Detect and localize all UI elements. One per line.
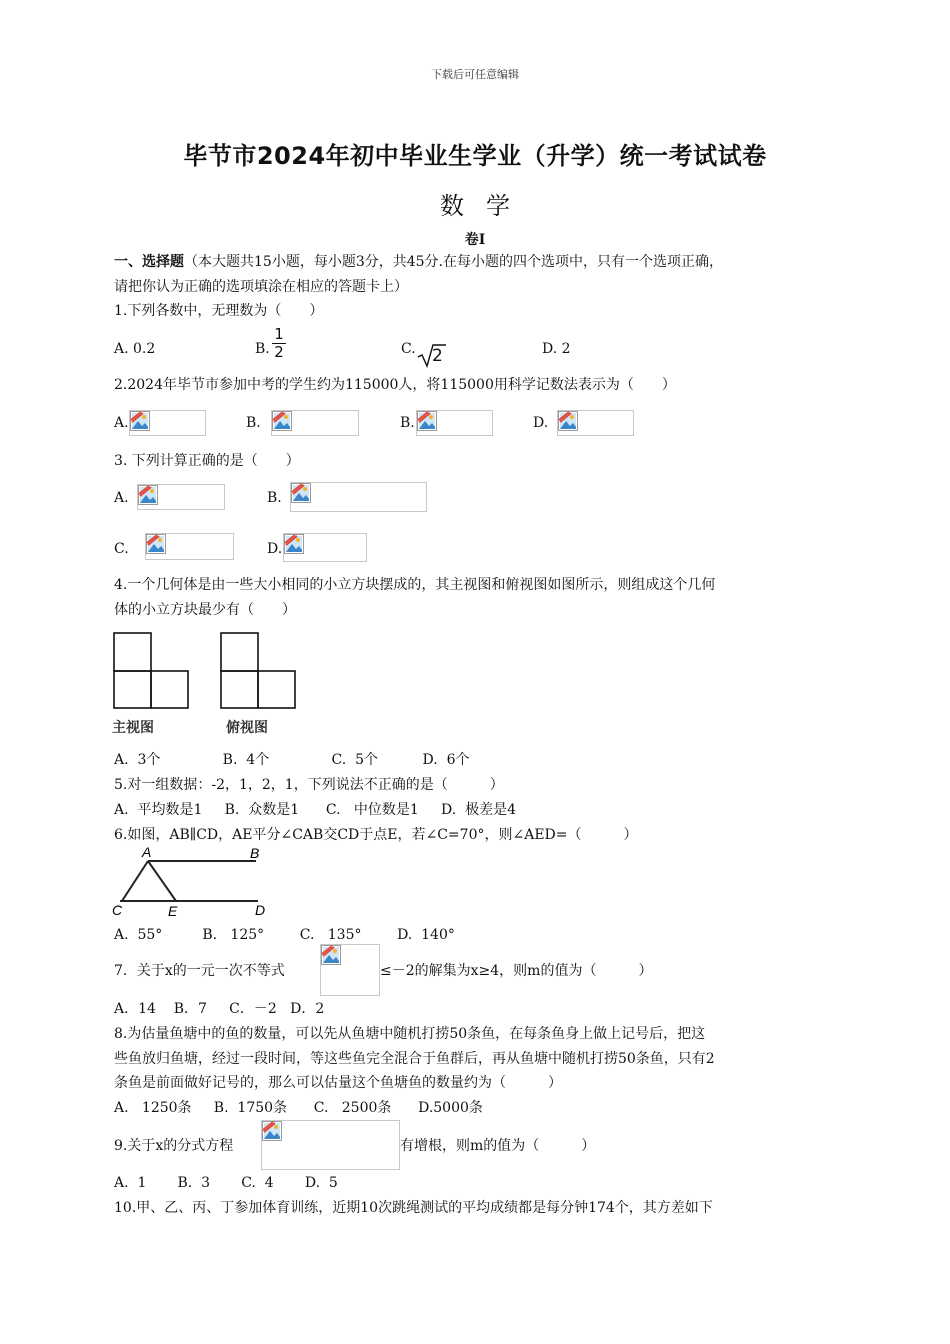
broken-image-icon — [558, 411, 578, 431]
section-heading: 一、选择题 — [114, 254, 184, 270]
q3-option-a: A. — [114, 490, 129, 506]
fraction-numerator: 1 — [274, 325, 284, 343]
question-4-stem-line1: 4.一个几何体是由一些大小相同的小立方块摆成的，其主视图和俯视图如图所示，则组成这个几何 — [114, 577, 716, 593]
q2-option-a-image — [129, 410, 206, 436]
question-9-stem-pre: 9.关于x的分式方程 — [114, 1138, 234, 1154]
section-intro — [114, 253, 723, 271]
broken-image-icon — [284, 534, 304, 554]
question-3-stem: 3. 下列计算正确的是（ ） — [114, 453, 300, 469]
top-view-label: 俯视图 — [226, 720, 268, 736]
question-4-stem-line2: 体的小立方块最少有（ ） — [114, 602, 296, 618]
question-9-stem-post: 有增根，则m的值为（ ） — [400, 1138, 596, 1154]
q4-options: A. 3个 B. 4个 C. 5个 D. 6个 — [114, 752, 470, 768]
q7-options: A．14 B．7 C．－2 D．2 — [114, 1001, 325, 1017]
volume-label: 卷Ⅰ — [464, 232, 486, 248]
page-title: 毕节市2024年初中毕业生学业（升学）统一考试试卷 — [183, 142, 767, 170]
q6-geometry-figure — [108, 843, 278, 923]
subject-heading: 数学 — [440, 192, 532, 220]
question-8-line3: 条鱼是前面做好记号的，那么可以估量这个鱼塘鱼的数量约为（ ） — [114, 1075, 562, 1091]
top-view-diagram — [221, 633, 295, 708]
parallel-lines-figure — [120, 861, 258, 901]
q3-option-d-image — [283, 533, 367, 562]
broken-image-icon — [291, 483, 311, 503]
front-view-diagram — [114, 633, 188, 708]
q2-option-b-image — [271, 410, 359, 436]
q8-options: A. 1250条 B. 1750条 C. 2500条 D.5000条 — [114, 1100, 483, 1116]
section-intro-line2: 请把你认为正确的选项填涂在相应的答题卡上） — [114, 279, 408, 295]
q2-option-c: B. — [400, 415, 415, 431]
q3-option-b: B. — [267, 490, 282, 506]
q1-radical — [417, 342, 447, 372]
question-2-stem: 2.2024年毕节市参加中考的学生约为115000人，将115000用科学记数法表示为（ ） — [114, 377, 676, 393]
question-8-line2: 些鱼放归鱼塘，经过一段时间，等这些鱼完全混合于鱼群后，再从鱼塘中随机打捞50条鱼，只有2 — [114, 1051, 715, 1067]
q1-option-d: D. 2 — [542, 341, 571, 357]
question-7-stem-post: ≤－2的解集为x≥4，则m的值为（ ） — [380, 963, 653, 979]
q9-options: A. 1 B. 3 C. 4 D. 5 — [114, 1175, 338, 1191]
q3-option-b-image — [290, 482, 427, 512]
q7-inequality-image — [320, 944, 380, 996]
q5-options: A. 平均数是1 B. 众数是1 C. 中位数是1 D. 极差是4 — [114, 802, 517, 818]
q2-option-d-image — [557, 410, 634, 436]
section-intro-line1: （本大题共15小题，每小题3分，共45分.在每小题的四个选项中，只有一个选项正确， — [184, 254, 723, 270]
broken-image-icon — [321, 945, 341, 965]
broken-image-icon — [130, 411, 150, 431]
broken-image-icon — [417, 411, 437, 431]
q3-option-c-image — [145, 533, 234, 560]
question-8-line1: 8.为估量鱼塘中的鱼的数量，可以先从鱼塘中随机打捞50条鱼，在每条鱼身上做上记号后，把这 — [114, 1026, 706, 1042]
point-b-label: B — [250, 845, 260, 861]
q9-equation-image — [261, 1120, 400, 1170]
q1-option-b: B. — [255, 341, 270, 357]
broken-image-icon — [272, 411, 292, 431]
header-note: 下载后可任意编辑 — [431, 68, 519, 81]
q2-option-a: A. — [114, 415, 129, 431]
point-d-label: D — [255, 902, 266, 918]
question-7-stem-pre: 7．关于x的一元一次不等式 — [114, 963, 285, 979]
question-6-stem: 6.如图，AB∥CD，AE平分∠CAB交CD于点E，若∠C=70°，则∠AED=（ ） — [114, 827, 638, 843]
point-a-label: A — [142, 844, 152, 860]
point-e-label: E — [168, 903, 178, 919]
q1-fraction — [272, 326, 286, 361]
q3-option-d: D. — [267, 541, 283, 557]
q3-option-c: C. — [114, 541, 129, 557]
broken-image-icon — [146, 534, 166, 554]
point-c-label: C — [112, 902, 123, 918]
q1-option-a: A. 0.2 — [114, 341, 156, 357]
q2-option-c-image — [416, 410, 493, 436]
q1-option-c: C. — [401, 341, 416, 357]
fraction-denominator: 2 — [272, 343, 286, 361]
broken-image-icon — [138, 485, 158, 505]
q6-options: A. 55° B. 125° C. 135° D. 140° — [114, 927, 455, 943]
question-1-stem: 1.下列各数中，无理数为（ ） — [114, 303, 324, 319]
broken-image-icon — [262, 1121, 282, 1141]
q3-option-a-image — [137, 484, 225, 510]
q2-option-b: B. — [246, 415, 261, 431]
question-5-stem: 5.对一组数据：-2，1，2，1，下列说法不正确的是（ ） — [114, 777, 504, 793]
question-10-line1: 10.甲、乙、丙、丁参加体育训练，近期10次跳绳测试的平均成绩都是每分钟174个，其方差如下 — [114, 1200, 713, 1216]
front-view-label: 主视图 — [112, 720, 154, 736]
radicand: 2 — [432, 346, 443, 366]
q2-option-d: D. — [533, 415, 549, 431]
